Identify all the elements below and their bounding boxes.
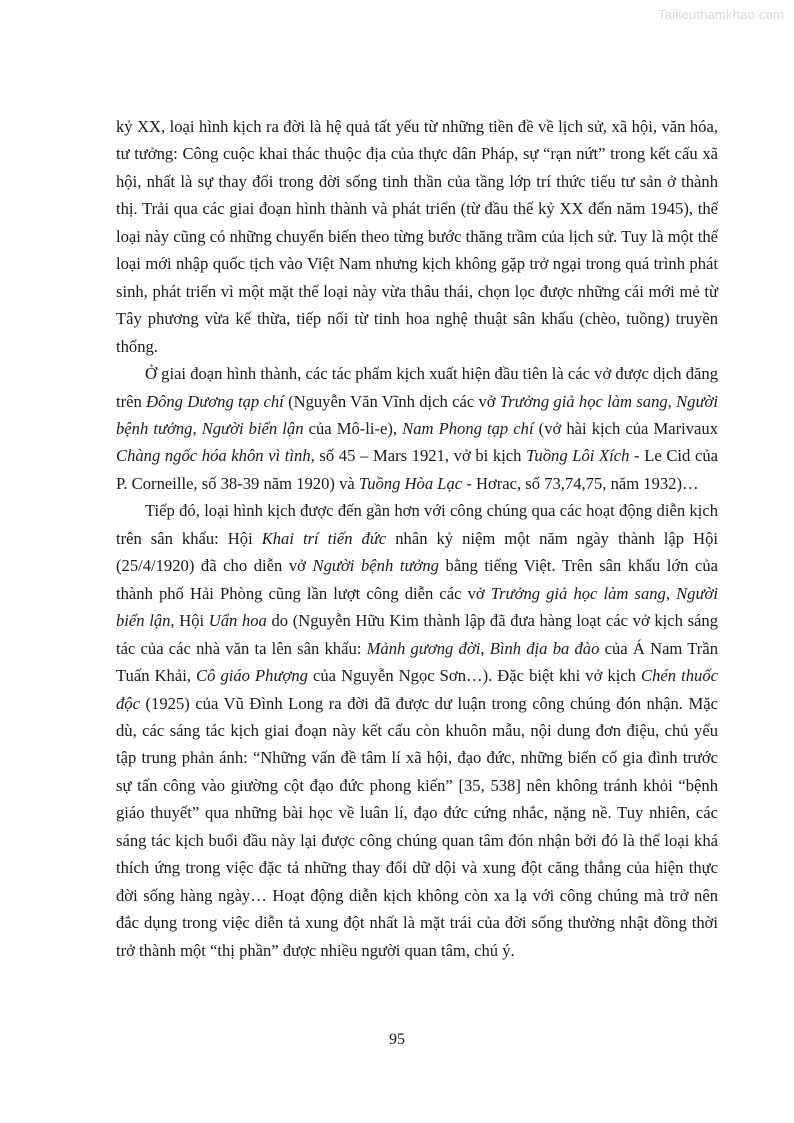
- italic-title: Người biển lận: [116, 583, 718, 631]
- text-run: của Á Nam Trần Tuấn Khải,: [116, 638, 718, 686]
- text-run: ,: [665, 583, 677, 603]
- italic-title: Chàng ngốc hóa khôn vì tình: [116, 446, 311, 466]
- text-run: Ở giai đoạn hình thành, các tác phẩm kịch xuất hiện đầu tiên là các vở được dịch đăng trên: [116, 364, 718, 411]
- text-run: nhân kỷ niệm một năm ngày thành lập Hội (25/4/1920) đã cho diễn vở: [116, 528, 718, 576]
- text-run: (1925) của Vũ Đình Long ra đời đã được dư luận trong công chúng đón nhận. Mặc dù, các sáng tác kịch giai đoạn này kết cấu còn khuôn mẫu, nội dung đơn điệu, chủ yếu tập trung phản ánh: “Những vấn đề tâm lí xã hội, đạo đức, những biến cố gia đình trước sự tấn công vào giường cột đạo đức phong kiến” [35, 538] nên không tránh khỏi “bệnh giáo thuyết” qua những bài học về luân lí, đạo đức cứng nhắc, nặng nề. Tuy nhiên, các sáng tác kịch buổi đầu này lại được công chúng quan tâm đón nhận bởi đó là thể loại khá thích ứng trong việc đặc tả những thay đổi dữ dội và xung đột căng thẳng của hiện thực đời sống hàng ngày… Hoạt động diễn kịch không còn xa lạ với công chúng mà trở nên đắc dụng trong việc diễn tả xung đột nhất là mặt trái của đời sống thường nhật đồng thời trở thành một “thị phần” được nhiều người quan tâm, chú ý.: [116, 693, 718, 960]
- text-run: Tiếp đó, loại hình kịch được đến gần hơn với công chúng qua các hoạt động diễn kịch trên sân khấu: Hội: [116, 501, 718, 548]
- italic-title: Đông Dương tạp chí: [146, 391, 284, 411]
- italic-title: Cô giáo Phượng: [196, 666, 308, 686]
- italic-title: Mảnh gương đời: [366, 638, 481, 658]
- italic-title: Tuồng Hòa Lạc: [358, 473, 463, 493]
- text-run: của Mô-li-e),: [303, 418, 403, 438]
- text-run: , Hội: [170, 611, 209, 631]
- text-run: kỷ XX, loại hình kịch ra đời là hệ quả tất yếu từ những tiền đề về lịch sử, xã hội, văn hóa, tư tưởng: Công cuộc khai thác thuộc địa của thực dân Pháp, sự “rạn nứt” trong kết cấu xã hội, nhất là sự thay đổi trong đời sống tinh thần của tầng lớp trí thức tiểu tư sản ở thành thị. Trải qua các giai đoạn hình thành và phát triển (từ đầu thế kỷ XX đến năm 1945), thể loại này cũng có những chuyển biến theo từng bước thăng trầm của lịch sử. Tuy là một thể loại mới nhập quốc tịch vào Việt Nam nhưng kịch không gặp trở ngại trong quá trình phát sinh, phát triển vì một mặt thể loại này vừa thâu thái, chọn lọc được những cái mới mẻ từ Tây phương vừa kế thừa, tiếp nối từ tinh hoa nghệ thuật sân khấu (chèo, tuồng) truyền thống.: [116, 117, 718, 356]
- paragraph: [116, 497, 718, 964]
- body-text: [116, 113, 718, 964]
- italic-title: Trưởng giả học làm sang: [490, 583, 666, 603]
- italic-title: Tuồng Lôi Xích: [526, 446, 630, 466]
- italic-title: Người bệnh tưởng: [312, 556, 439, 576]
- page-number: 95: [389, 1031, 405, 1048]
- text-run: do (Nguyễn Hữu Kim thành lập đã đưa hàng loạt các vở kịch sáng tác của các nhà văn ta lên sân khấu:: [116, 611, 718, 658]
- italic-title: Khai trí tiến đức: [261, 528, 387, 548]
- watermark: Tailieuthamkhao.com: [658, 7, 784, 22]
- text-run: - Le Cid của P. Corneille, số 38-39 năm 1920) và: [116, 446, 718, 493]
- italic-title: Người bệnh tưởng: [116, 391, 718, 438]
- text-run: ,: [480, 638, 490, 658]
- text-run: (Nguyễn Văn Vĩnh dịch các vở: [283, 391, 500, 411]
- text-run: ,: [667, 391, 677, 411]
- paragraph: [116, 360, 718, 497]
- paragraph: [116, 113, 718, 360]
- text-run: bằng tiếng Việt. Trên sân khấu lớn của thành phố Hải Phòng cũng lần lượt công diễn các vở: [116, 556, 718, 603]
- italic-title: Uẩn hoa: [208, 611, 267, 631]
- italic-title: Chén thuốc độc: [116, 666, 718, 713]
- text-run: - Hơrac, số 73,74,75, năm 1932)…: [462, 473, 699, 493]
- text-run: , số 45 – Mars 1921, vở bi kịch: [310, 446, 527, 466]
- text-run: (vở hài kịch của Marivaux: [533, 418, 718, 438]
- text-run: ,: [192, 418, 202, 438]
- italic-title: Người biển lận: [201, 418, 304, 438]
- italic-title: Bình địa ba đào: [489, 638, 600, 658]
- italic-title: Trưởng giả học làm sang: [499, 391, 668, 411]
- text-run: của Nguyễn Ngọc Sơn…). Đặc biệt khi vở kịch: [307, 666, 642, 686]
- italic-title: Nam Phong tạp chí: [402, 418, 534, 438]
